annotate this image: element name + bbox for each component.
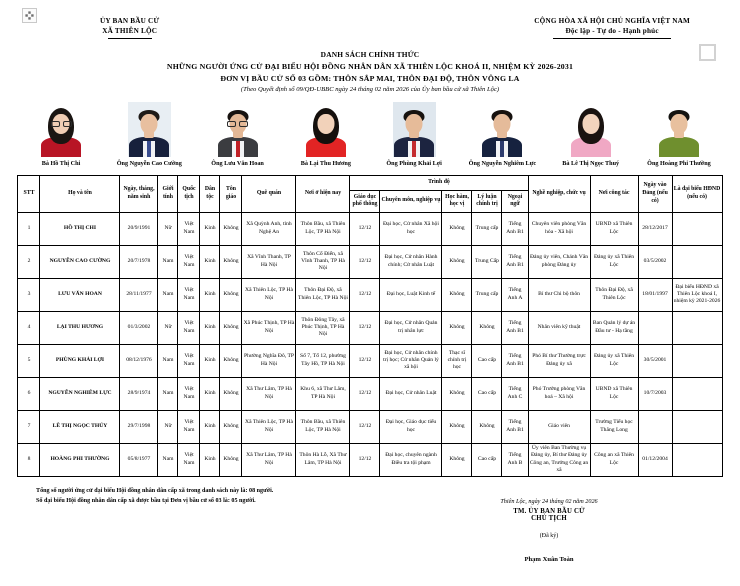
cell-language: Tiếng Anh B1 <box>502 212 528 245</box>
th-edu-general: Giáo dục phổ thông <box>350 190 380 212</box>
cell-hometown: Xã Phúc Thịnh, TP Hà Nội <box>242 311 296 344</box>
cell-ethnicity: Kinh <box>200 311 220 344</box>
cell-ethnicity: Kinh <box>200 443 220 476</box>
cell-job: Nhân viên kỹ thuật <box>528 311 590 344</box>
candidate-portrait <box>481 102 524 157</box>
cell-academic: Không <box>442 278 472 311</box>
cell-language: Tiếng Anh C <box>502 377 528 410</box>
th-residence: Nơi ở hiện nay <box>296 175 350 212</box>
cell-academic: Không <box>442 377 472 410</box>
th-political: Lý luận chính trị <box>472 190 502 212</box>
candidate-photo-cell <box>548 102 634 167</box>
table-row <box>18 443 722 476</box>
issuing-authority-line1: ỦY BAN BẦU CỬ <box>100 17 160 25</box>
cell-hometown: Xã Quỳnh Anh, tỉnh Nghệ An <box>242 212 296 245</box>
move-handle-icon[interactable] <box>22 8 37 23</box>
cell-ethnicity: Kinh <box>200 344 220 377</box>
cell-hdnd <box>672 410 722 443</box>
cell-name: PHÙNG KHẢI LỢI <box>40 344 120 377</box>
th-hdnd: Là đại biểu HĐND (nếu có) <box>672 175 722 212</box>
th-level-group: Trình độ <box>350 175 528 190</box>
cell-workplace: Thôn Đại Độ, xã Thiên Lộc <box>590 278 638 311</box>
cell-edu-general: 12/12 <box>350 344 380 377</box>
signature-block <box>454 498 644 563</box>
cell-hometown: Xã Thư Lâm, TP Hà Nội <box>242 377 296 410</box>
cell-gender: Nữ <box>158 212 178 245</box>
cell-dob: 08/12/1976 <box>120 344 158 377</box>
cell-residence: Khu 6, xã Thư Lâm, TP Hà Nội <box>296 377 350 410</box>
candidate-table <box>17 175 722 477</box>
cell-stt: 4 <box>18 311 40 344</box>
cell-workplace: Đảng ủy xã Thiên Lộc <box>590 344 638 377</box>
cell-workplace: Ban Quản lý dự án Đầu tư - Hạ tầng <box>590 311 638 344</box>
cell-academic: Không <box>442 212 472 245</box>
cell-edu-major: Đại học, chuyên ngành Điều tra tội phạm <box>380 443 442 476</box>
cell-gender: Nam <box>158 377 178 410</box>
candidate-photo-cell <box>283 102 369 167</box>
signature-date: Thiên Lộc, ngày 24 tháng 02 năm 2026 <box>500 497 598 505</box>
cell-job: Phó Bí thư Thường trực Đảng ủy xã <box>528 344 590 377</box>
cell-hometown: Xã Thư Lâm, TP Hà Nội <box>242 443 296 476</box>
cell-hdnd <box>672 311 722 344</box>
cell-stt: 8 <box>18 443 40 476</box>
table-row <box>18 410 722 443</box>
th-name: Họ và tên <box>40 175 120 212</box>
cell-name: NGUYỄN CAO CƯỜNG <box>40 245 120 278</box>
cell-edu-general: 12/12 <box>350 212 380 245</box>
cell-workplace: UBND xã Thiên Lộc <box>590 212 638 245</box>
cell-edu-major: Đại học, Cử nhân Hành chính; Cử nhân Luật <box>380 245 442 278</box>
cell-dob: 20/7/1978 <box>120 245 158 278</box>
signature-role: CHỦ TỊCH <box>531 514 567 522</box>
th-hometown: Quê quán <box>242 175 296 212</box>
cell-workplace: Đảng ủy xã Thiên Lộc <box>590 245 638 278</box>
cell-language: Tiếng Anh B1 <box>502 311 528 344</box>
cell-residence: Thôn Hà Lỗ, Xã Thư Lâm, TP Hà Nội <box>296 443 350 476</box>
candidate-photo-cell <box>459 102 545 167</box>
cell-religion: Không <box>220 245 242 278</box>
cell-edu-general: 12/12 <box>350 278 380 311</box>
th-language: Ngoại ngữ <box>502 190 528 212</box>
cell-stt: 5 <box>18 344 40 377</box>
candidate-photo-caption: Bà Lại Thu Hương <box>300 159 351 167</box>
cell-nationality: Việt Nam <box>178 245 200 278</box>
cell-nationality: Việt Nam <box>178 212 200 245</box>
cell-dob: 29/7/1998 <box>120 410 158 443</box>
cell-dob: 28/11/1977 <box>120 278 158 311</box>
cell-party-date: 03/5/2002 <box>638 245 672 278</box>
candidate-photo-caption: Ông Nguyễn Cao Cường <box>116 159 182 167</box>
cell-stt: 6 <box>18 377 40 410</box>
document-titles <box>0 50 740 93</box>
th-stt: STT <box>18 175 40 212</box>
cell-hdnd <box>672 443 722 476</box>
table-row <box>18 377 722 410</box>
cell-language: Tiếng Anh B1 <box>502 410 528 443</box>
cell-workplace: Công an xã Thiên Lộc <box>590 443 638 476</box>
cell-stt: 7 <box>18 410 40 443</box>
cell-stt: 2 <box>18 245 40 278</box>
cell-academic: Không <box>442 311 472 344</box>
table-row <box>18 212 722 245</box>
cell-language: Tiếng Anh A <box>502 278 528 311</box>
candidate-photo-caption: Bà Hồ Thị Chi <box>41 159 81 167</box>
cell-religion: Không <box>220 443 242 476</box>
cell-political: Cao cấp <box>472 344 502 377</box>
document-header <box>0 0 740 39</box>
th-gender: Giới tính <box>158 175 178 212</box>
cell-religion: Không <box>220 410 242 443</box>
cell-political: Cao cấp <box>472 377 502 410</box>
cell-language: Tiếng Anh B1 <box>502 344 528 377</box>
th-academic: Học hàm, học vị <box>442 190 472 212</box>
motto-underline <box>553 38 671 39</box>
cell-religion: Không <box>220 278 242 311</box>
candidate-photo-cell <box>371 102 457 167</box>
national-heading <box>534 16 690 39</box>
table-row <box>18 311 722 344</box>
cell-edu-major: Đại học, Cử nhân Xã hội học <box>380 212 442 245</box>
cell-dob: 20/9/1991 <box>120 212 158 245</box>
th-edu-major: Chuyên môn, nghiệp vụ <box>380 190 442 212</box>
cell-dob: 01/3/2002 <box>120 311 158 344</box>
signature-name: Phạm Xuân Toàn <box>524 555 574 563</box>
resize-handle-icon[interactable] <box>699 44 716 61</box>
cell-nationality: Việt Nam <box>178 344 200 377</box>
cell-job: Phó Trưởng phòng Văn hoá – Xã hội <box>528 377 590 410</box>
candidate-photo-cell <box>636 102 722 167</box>
cell-religion: Không <box>220 311 242 344</box>
title-line-1: DANH SÁCH CHÍNH THỨC <box>320 49 420 59</box>
cell-edu-general: 12/12 <box>350 311 380 344</box>
cell-gender: Nam <box>158 278 178 311</box>
cell-hdnd <box>672 377 722 410</box>
cell-academic: Không <box>442 245 472 278</box>
title-decision-reference: (Theo Quyết định số 09/QĐ-UBBC ngày 24 tháng 02 năm 2026 của Ủy ban bầu cử xã Thiên Lộc) <box>240 85 500 93</box>
cell-edu-general: 12/12 <box>350 245 380 278</box>
candidate-photo-caption: Ông Hoàng Phi Thường <box>647 159 711 167</box>
cell-hometown: Xã Thiên Lộc, TP Hà Nội <box>242 410 296 443</box>
cell-edu-major: Đại học, Cử nhân Luật <box>380 377 442 410</box>
cell-gender: Nam <box>158 344 178 377</box>
cell-hometown: Xã Vĩnh Thanh, TP Hà Nội <box>242 245 296 278</box>
candidate-photo-caption: Ông Phùng Khải Lợi <box>386 159 442 167</box>
cell-edu-general: 12/12 <box>350 410 380 443</box>
cell-job: Giáo viên <box>528 410 590 443</box>
cell-ethnicity: Kinh <box>200 377 220 410</box>
table-row <box>18 278 722 311</box>
th-religion: Tôn giáo <box>220 175 242 212</box>
cell-residence: Số 7, Tổ 12, phường Tây Hồ, TP Hà Nội <box>296 344 350 377</box>
cell-political: Không <box>472 410 502 443</box>
cell-stt: 1 <box>18 212 40 245</box>
cell-ethnicity: Kinh <box>200 245 220 278</box>
cell-political: Trung cấp <box>472 278 502 311</box>
cell-nationality: Việt Nam <box>178 443 200 476</box>
cell-language: Tiếng Anh B <box>502 443 528 476</box>
th-ethnicity: Dân tộc <box>200 175 220 212</box>
title-line-3: ĐƠN VỊ BẦU CỬ SỐ 03 GỒM: THÔN SẮP MAI, THÔN ĐẠI ĐỘ, THÔN VÔNG LA <box>220 73 520 83</box>
issuing-authority <box>100 16 159 39</box>
cell-nationality: Việt Nam <box>178 311 200 344</box>
candidate-photo-strip <box>0 93 740 167</box>
signature-signed-mark: (Đã ký) <box>539 532 559 539</box>
cell-ethnicity: Kinh <box>200 278 220 311</box>
cell-political: Trung Cấp <box>472 245 502 278</box>
cell-language: Tiếng Anh B1 <box>502 245 528 278</box>
cell-job: Chuyên viên phòng Văn hóa - Xã hội <box>528 212 590 245</box>
cell-edu-major: Đại học, Cử nhân Quản trị nhân lực <box>380 311 442 344</box>
cell-gender: Nữ <box>158 410 178 443</box>
cell-party-date: 01/12/2004 <box>638 443 672 476</box>
issuing-authority-line2: XÃ THIÊN LỘC <box>102 27 158 36</box>
candidate-table-body <box>18 212 722 476</box>
candidate-portrait <box>304 102 347 157</box>
candidate-photo-caption: Bà Lê Thị Ngọc Thuý <box>562 159 620 167</box>
cell-nationality: Việt Nam <box>178 377 200 410</box>
cell-edu-general: 12/12 <box>350 443 380 476</box>
cell-residence: Thôn Bầu, xã Thiên Lộc, TP Hà Nội <box>296 410 350 443</box>
cell-dob: 05/8/1977 <box>120 443 158 476</box>
cell-residence: Thôn Đông Tây, xã Phúc Thịnh, TP Hà Nội <box>296 311 350 344</box>
candidate-portrait <box>40 102 83 157</box>
candidate-portrait <box>657 102 700 157</box>
cell-hometown: Xã Thiên Lộc, TP Hà Nội <box>242 278 296 311</box>
cell-academic: Không <box>442 443 472 476</box>
cell-edu-general: 12/12 <box>350 377 380 410</box>
candidate-photo-cell <box>18 102 104 167</box>
cell-job: Ủy viên Ban Thường vụ Đảng ủy, Bí thư Đảng ủy Công an, Trưởng Công an xã <box>528 443 590 476</box>
cell-job: Đảng ủy viên, Chánh Văn phòng Đảng ủy <box>528 245 590 278</box>
cell-political: Không <box>472 311 502 344</box>
cell-edu-major: Đại học, Giáo dục tiểu học <box>380 410 442 443</box>
candidate-portrait <box>569 102 612 157</box>
cell-hometown: Phường Nghĩa Đô, TP Hà Nội <box>242 344 296 377</box>
table-row <box>18 344 722 377</box>
cell-nationality: Việt Nam <box>178 278 200 311</box>
cell-party-date <box>638 410 672 443</box>
table-header-row-1 <box>18 175 722 190</box>
cell-name: LẠI THU HƯƠNG <box>40 311 120 344</box>
document-footer <box>0 486 740 586</box>
cell-gender: Nam <box>158 245 178 278</box>
cell-religion: Không <box>220 344 242 377</box>
cell-party-date: 30/5/2001 <box>638 344 672 377</box>
national-heading-line1: CỘNG HÒA XÃ HỘI CHỦ NGHĨA VIỆT NAM <box>534 17 690 25</box>
cell-residence: Thôn Bầu, xã Thiên Lộc, TP Hà Nội <box>296 212 350 245</box>
cell-party-date <box>638 311 672 344</box>
cell-party-date: 10/7/2003 <box>638 377 672 410</box>
cell-hdnd <box>672 212 722 245</box>
cell-name: LƯU VĂN HOAN <box>40 278 120 311</box>
candidate-photo-caption: Ông Lưu Văn Hoan <box>211 159 264 167</box>
cell-residence: Thôn Đại Độ, xã Thiên Lộc, TP Hà Nội <box>296 278 350 311</box>
cell-political: Cao cấp <box>472 443 502 476</box>
cell-edu-major: Đại học, Luật Kinh tế <box>380 278 442 311</box>
cell-edu-major: Đại học, Cử nhân chính trị học; Cử nhân Quản lý xã hội <box>380 344 442 377</box>
cell-name: HỒ THỊ CHI <box>40 212 120 245</box>
cell-name: HOÀNG PHI THƯỜNG <box>40 443 120 476</box>
th-dob: Ngày, tháng, năm sinh <box>120 175 158 212</box>
cell-political: Trung cấp <box>472 212 502 245</box>
title-line-2: NHỮNG NGƯỜI ỨNG CỬ ĐẠI BIỂU HỘI ĐỒNG NHÂN DÂN XÃ THIÊN LỘC KHOÁ II, NHIỆM KỲ 2026-2031 <box>166 61 574 71</box>
candidate-portrait <box>216 102 259 157</box>
cell-job: Bí thư Chi bộ thôn <box>528 278 590 311</box>
candidate-photo-cell <box>106 102 192 167</box>
cell-stt: 3 <box>18 278 40 311</box>
cell-party-date: 28/12/2017 <box>638 212 672 245</box>
cell-workplace: Trường Tiểu học Thăng Long <box>590 410 638 443</box>
summary-note-1: Tổng số người ứng cử đại biểu Hội đồng nhân dân cấp xã trong danh sách này là: 08 người. <box>36 487 274 494</box>
cell-dob: 28/9/1974 <box>120 377 158 410</box>
summary-note-2: Số đại biểu Hội đồng nhân dân cấp xã được bầu tại Đơn vị bầu cử số 03 là: 05 người. <box>36 498 256 505</box>
signature-tm: TM. ỦY BAN BẦU CỬ <box>513 507 585 515</box>
cell-hdnd <box>672 344 722 377</box>
cell-ethnicity: Kinh <box>200 212 220 245</box>
th-nationality: Quốc tịch <box>178 175 200 212</box>
cell-nationality: Việt Nam <box>178 410 200 443</box>
candidate-photo-caption: Ông Nguyễn Nghiêm Lực <box>468 159 537 167</box>
th-party-date: Ngày vào Đảng (nếu có) <box>638 175 672 212</box>
cell-hdnd: Đại biểu HĐND xã Thiên Lộc khoá I, nhiệm kỳ 2021-2026 <box>672 278 722 311</box>
cell-religion: Không <box>220 212 242 245</box>
th-workplace: Nơi công tác <box>590 175 638 212</box>
candidate-portrait <box>393 102 436 157</box>
authority-underline <box>108 38 152 39</box>
cell-residence: Thôn Cổ Điển, xã Vĩnh Thanh, TP Hà Nội <box>296 245 350 278</box>
cell-name: NGUYỄN NGHIÊM LỰC <box>40 377 120 410</box>
cell-name: LÊ THỊ NGỌC THÚY <box>40 410 120 443</box>
table-row <box>18 245 722 278</box>
candidate-photo-cell <box>195 102 281 167</box>
national-motto: Độc lập - Tự do - Hạnh phúc <box>565 27 659 36</box>
candidate-portrait <box>128 102 171 157</box>
th-job: Nghề nghiệp, chức vụ <box>528 175 590 212</box>
cell-party-date: 18/01/1997 <box>638 278 672 311</box>
cell-workplace: UBND xã Thiên Lộc <box>590 377 638 410</box>
cell-hdnd <box>672 245 722 278</box>
cell-ethnicity: Kinh <box>200 410 220 443</box>
cell-gender: Nam <box>158 443 178 476</box>
cell-gender: Nữ <box>158 311 178 344</box>
cell-academic: Thạc sĩ chính trị học <box>442 344 472 377</box>
cell-religion: Không <box>220 377 242 410</box>
cell-academic: Không <box>442 410 472 443</box>
